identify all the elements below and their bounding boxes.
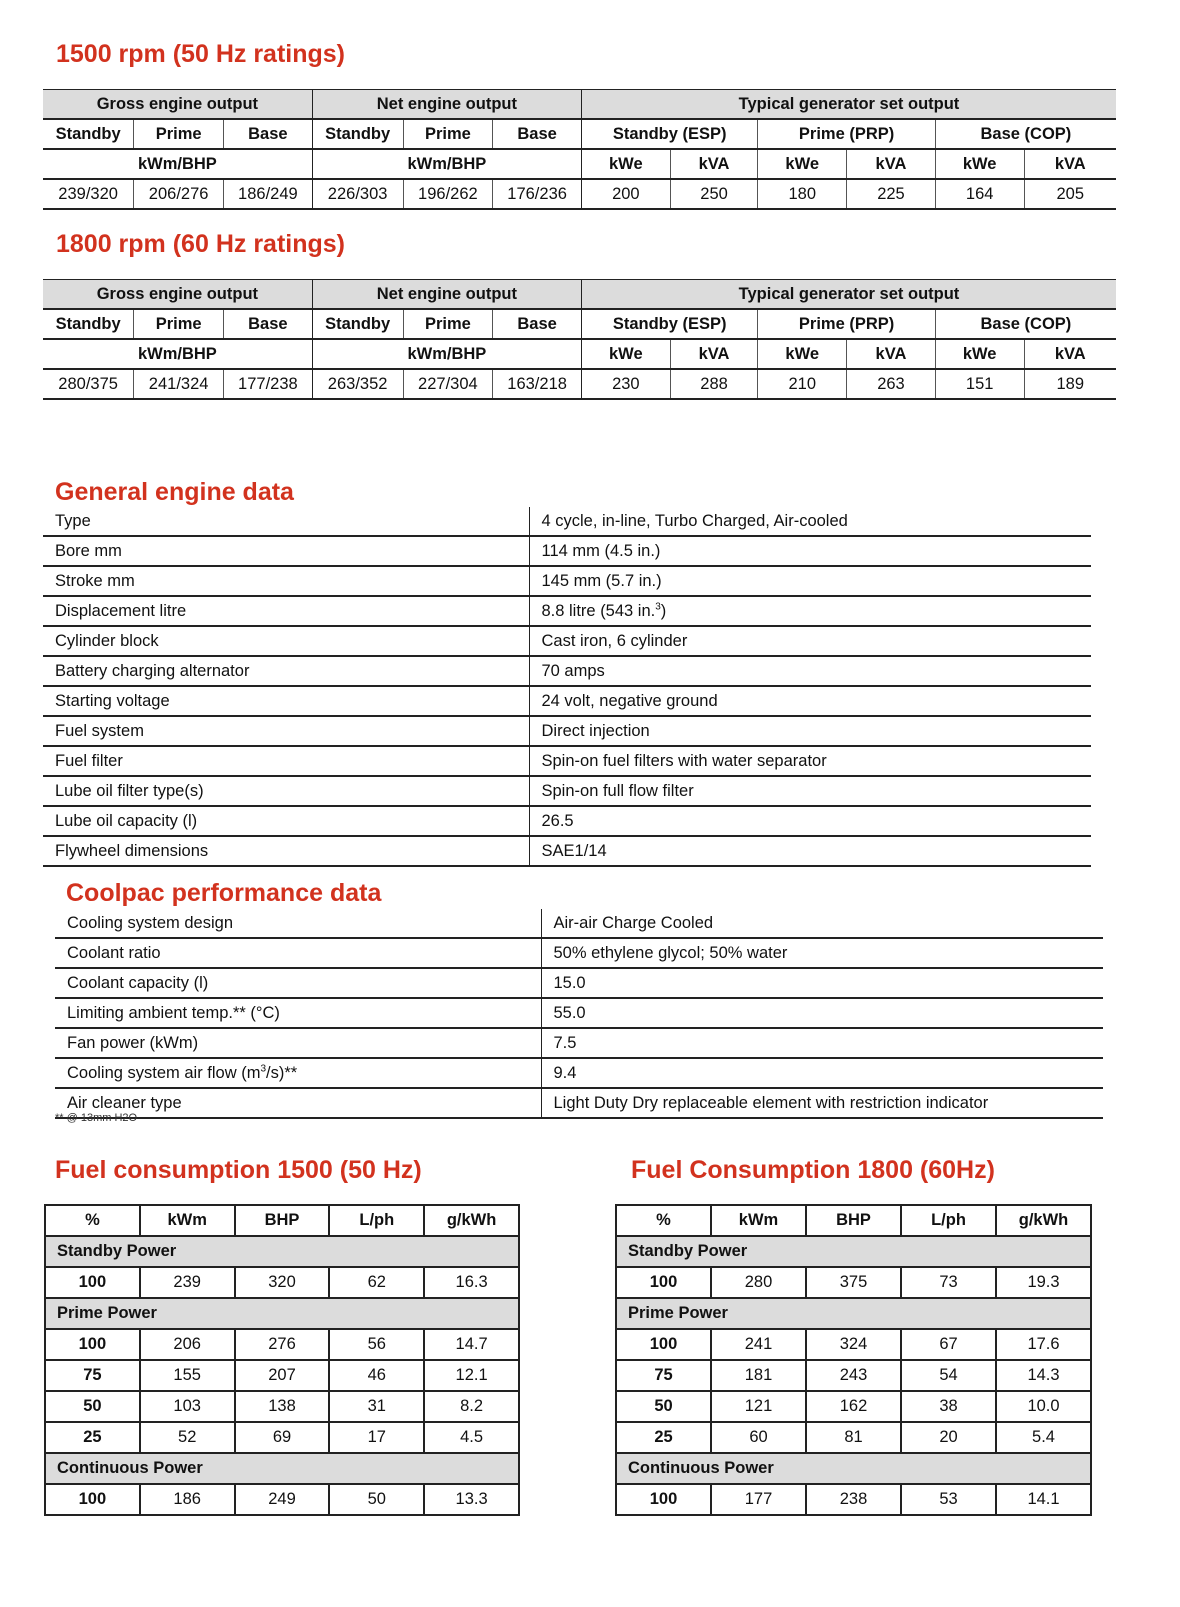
value-cell: 263/352 [312, 369, 403, 399]
section-label: Standby Power [45, 1236, 519, 1267]
fuel-header-row [45, 1205, 519, 1236]
value-cell: 4.5 [424, 1422, 519, 1453]
value-cell: 263 [847, 369, 936, 399]
value-cell: 151 [935, 369, 1024, 399]
spec-value: 9.4 [541, 1058, 1103, 1088]
load-percent-cell: 75 [616, 1360, 711, 1391]
value-cell: 280 [711, 1267, 806, 1298]
value-cell: 67 [901, 1329, 996, 1360]
coolpac-title: Coolpac performance data [66, 879, 382, 907]
column-header: g/kWh [424, 1205, 519, 1236]
value-cell: 181 [711, 1360, 806, 1391]
value-cell: 226/303 [312, 179, 403, 209]
group-net: Net engine output [312, 90, 581, 120]
section-label: Continuous Power [616, 1453, 1091, 1484]
spec-label: Cooling system design [55, 909, 541, 938]
value-cell: 164 [935, 179, 1024, 209]
value-cell: 46 [329, 1360, 424, 1391]
spec-row [55, 998, 1103, 1028]
unit-kwe: kWe [758, 339, 847, 369]
fuel1800-table [615, 1204, 1092, 1516]
value-cell: 239/320 [43, 179, 134, 209]
value-cell: 225 [847, 179, 936, 209]
spec-row [43, 626, 1091, 656]
column-header: BHP [235, 1205, 330, 1236]
unit-kwe: kWe [758, 149, 847, 179]
group-generator: Typical generator set output [581, 280, 1116, 310]
col-gross-standby: Standby [43, 119, 134, 149]
value-cell: 186 [140, 1484, 235, 1515]
table-row [45, 1391, 519, 1422]
table-row [45, 1360, 519, 1391]
value-cell: 38 [901, 1391, 996, 1422]
section-label: Prime Power [45, 1298, 519, 1329]
spec-row [43, 536, 1091, 566]
spec-label: Flywheel dimensions [43, 836, 529, 866]
value-cell: 241 [711, 1329, 806, 1360]
load-percent-cell: 50 [616, 1391, 711, 1422]
group-generator: Typical generator set output [581, 90, 1116, 120]
spec-value: 4 cycle, in-line, Turbo Charged, Air-cooled [529, 507, 1091, 536]
unit-gross: kWm/BHP [43, 339, 312, 369]
load-percent-cell: 100 [616, 1329, 711, 1360]
column-header: g/kWh [996, 1205, 1091, 1236]
unit-kwe: kWe [935, 339, 1024, 369]
unit-kwe: kWe [935, 149, 1024, 179]
value-cell: 205 [1024, 179, 1116, 209]
spec-label: Fan power (kWm) [55, 1028, 541, 1058]
col-gross-prime: Prime [134, 309, 224, 339]
unit-kva: kVA [670, 339, 758, 369]
value-cell: 14.7 [424, 1329, 519, 1360]
unit-kwe: kWe [581, 149, 670, 179]
value-cell: 13.3 [424, 1484, 519, 1515]
value-cell: 50 [329, 1484, 424, 1515]
unit-kva: kVA [847, 149, 936, 179]
fuel1800-title: Fuel Consumption 1800 (60Hz) [631, 1156, 995, 1184]
value-cell: 81 [806, 1422, 901, 1453]
spec-row [43, 836, 1091, 866]
column-header: % [616, 1205, 711, 1236]
unit-kva: kVA [1024, 339, 1116, 369]
value-cell: 10.0 [996, 1391, 1091, 1422]
section-row [616, 1453, 1091, 1484]
section-row [45, 1453, 519, 1484]
value-cell: 280/375 [43, 369, 134, 399]
value-cell: 62 [329, 1267, 424, 1298]
unit-gross: kWm/BHP [43, 149, 312, 179]
section-row [45, 1298, 519, 1329]
general-table [43, 507, 1091, 867]
col-gross-base: Base [224, 309, 313, 339]
value-cell: 186/249 [224, 179, 313, 209]
value-cell: 73 [901, 1267, 996, 1298]
spec-label: Bore mm [43, 536, 529, 566]
spec-label: Stroke mm [43, 566, 529, 596]
spec-value: 15.0 [541, 968, 1103, 998]
spec-label: Type [43, 507, 529, 536]
value-cell: 230 [581, 369, 670, 399]
spec-row [43, 656, 1091, 686]
col-gen-prime: Prime (PRP) [758, 119, 935, 149]
unit-net: kWm/BHP [312, 149, 581, 179]
load-percent-cell: 25 [45, 1422, 140, 1453]
section-label: Standby Power [616, 1236, 1091, 1267]
load-percent-cell: 50 [45, 1391, 140, 1422]
value-cell: 17.6 [996, 1329, 1091, 1360]
value-cell: 189 [1024, 369, 1116, 399]
value-cell: 227/304 [403, 369, 493, 399]
col-gen-base: Base (COP) [935, 119, 1116, 149]
value-cell: 19.3 [996, 1267, 1091, 1298]
value-cell: 163/218 [493, 369, 582, 399]
value-cell: 177 [711, 1484, 806, 1515]
unit-kwe: kWe [581, 339, 670, 369]
value-cell: 241/324 [134, 369, 224, 399]
spec-row [43, 566, 1091, 596]
rpm1800-table [43, 279, 1116, 400]
spec-label: Starting voltage [43, 686, 529, 716]
spec-row [55, 968, 1103, 998]
table-row [616, 1360, 1091, 1391]
spec-row [43, 507, 1091, 536]
spec-row [43, 716, 1091, 746]
spec-label: Lube oil capacity (l) [43, 806, 529, 836]
value-cell: 52 [140, 1422, 235, 1453]
fuel1500-title: Fuel consumption 1500 (50 Hz) [55, 1156, 422, 1184]
value-cell: 288 [670, 369, 758, 399]
value-cell: 162 [806, 1391, 901, 1422]
value-cell: 180 [758, 179, 847, 209]
value-cell: 121 [711, 1391, 806, 1422]
col-net-prime: Prime [403, 309, 493, 339]
value-cell: 31 [329, 1391, 424, 1422]
value-cell: 12.1 [424, 1360, 519, 1391]
spec-value: 50% ethylene glycol; 50% water [541, 938, 1103, 968]
value-cell: 206/276 [134, 179, 224, 209]
spec-value: 24 volt, negative ground [529, 686, 1091, 716]
spec-value: SAE1/14 [529, 836, 1091, 866]
unit-kva: kVA [1024, 149, 1116, 179]
value-cell: 250 [670, 179, 758, 209]
rpm1800-title: 1800 rpm (60 Hz ratings) [56, 230, 345, 258]
load-percent-cell: 75 [45, 1360, 140, 1391]
coolpac-table [55, 909, 1103, 1119]
spec-row [43, 596, 1091, 626]
spec-label: Coolant ratio [55, 938, 541, 968]
spec-label: Air cleaner type [55, 1088, 541, 1118]
spec-label: Limiting ambient temp.** (°C) [55, 998, 541, 1028]
table-row [616, 1267, 1091, 1298]
table-row [616, 1484, 1091, 1515]
spec-row [55, 938, 1103, 968]
col-net-base: Base [493, 309, 582, 339]
spec-label: Fuel system [43, 716, 529, 746]
col-net-standby: Standby [312, 119, 403, 149]
unit-kva: kVA [847, 339, 936, 369]
col-gross-prime: Prime [134, 119, 224, 149]
fuel-header-row [616, 1205, 1091, 1236]
unit-kva: kVA [670, 149, 758, 179]
column-header: % [45, 1205, 140, 1236]
spec-value: Direct injection [529, 716, 1091, 746]
value-cell: 276 [235, 1329, 330, 1360]
value-cell: 17 [329, 1422, 424, 1453]
value-cell: 320 [235, 1267, 330, 1298]
spec-value: 7.5 [541, 1028, 1103, 1058]
spec-row [43, 776, 1091, 806]
fuel1500-table [44, 1204, 520, 1516]
spec-label: Fuel filter [43, 746, 529, 776]
col-net-base: Base [493, 119, 582, 149]
spec-value: 8.8 litre (543 in.$^3$) [529, 596, 1091, 626]
table-row [45, 1329, 519, 1360]
col-gen-standby: Standby (ESP) [581, 119, 757, 149]
group-gross: Gross engine output [43, 90, 312, 120]
value-cell: 16.3 [424, 1267, 519, 1298]
spec-label: Coolant capacity (l) [55, 968, 541, 998]
value-cell: 249 [235, 1484, 330, 1515]
spec-row [55, 1028, 1103, 1058]
value-cell: 14.3 [996, 1360, 1091, 1391]
spec-value: Cast iron, 6 cylinder [529, 626, 1091, 656]
spec-value: Spin-on full flow filter [529, 776, 1091, 806]
spec-label: Battery charging alternator [43, 656, 529, 686]
value-cell: 239 [140, 1267, 235, 1298]
spec-label: Displacement litre [43, 596, 529, 626]
col-gross-standby: Standby [43, 309, 134, 339]
value-cell: 210 [758, 369, 847, 399]
col-net-prime: Prime [403, 119, 493, 149]
value-cell: 5.4 [996, 1422, 1091, 1453]
load-percent-cell: 100 [45, 1267, 140, 1298]
spec-value: 145 mm (5.7 in.) [529, 566, 1091, 596]
value-cell: 20 [901, 1422, 996, 1453]
column-header: kWm [140, 1205, 235, 1236]
footnote: ** @ 13mm H2O [55, 1112, 138, 1124]
general-title: General engine data [55, 478, 294, 506]
spec-row [43, 746, 1091, 776]
table-row [616, 1422, 1091, 1453]
spec-value: 26.5 [529, 806, 1091, 836]
load-percent-cell: 100 [45, 1484, 140, 1515]
section-row [616, 1236, 1091, 1267]
rpm1500-title: 1500 rpm (50 Hz ratings) [56, 40, 345, 68]
spec-row [55, 1058, 1103, 1088]
value-cell: 196/262 [403, 179, 493, 209]
value-cell: 8.2 [424, 1391, 519, 1422]
spec-label: Cooling system air flow $(m^3/s)**$ [55, 1058, 541, 1088]
value-cell: 238 [806, 1484, 901, 1515]
value-cell: 375 [806, 1267, 901, 1298]
section-row [45, 1236, 519, 1267]
col-net-standby: Standby [312, 309, 403, 339]
col-gen-base: Base (COP) [935, 309, 1116, 339]
value-cell: 176/236 [493, 179, 582, 209]
spec-value: 55.0 [541, 998, 1103, 1028]
group-net: Net engine output [312, 280, 581, 310]
table-row [45, 1484, 519, 1515]
table-row [616, 1329, 1091, 1360]
spec-row [43, 686, 1091, 716]
value-cell: 200 [581, 179, 670, 209]
spec-label: Lube oil filter type(s) [43, 776, 529, 806]
col-gross-base: Base [224, 119, 313, 149]
value-cell: 69 [235, 1422, 330, 1453]
spec-value: Air-air Charge Cooled [541, 909, 1103, 938]
table-row [45, 1267, 519, 1298]
unit-net: kWm/BHP [312, 339, 581, 369]
spec-row [55, 1088, 1103, 1118]
value-cell: 324 [806, 1329, 901, 1360]
value-cell: 207 [235, 1360, 330, 1391]
value-cell: 60 [711, 1422, 806, 1453]
column-header: L/ph [901, 1205, 996, 1236]
load-percent-cell: 100 [616, 1484, 711, 1515]
spec-value: Spin-on fuel filters with water separator [529, 746, 1091, 776]
spec-row [55, 909, 1103, 938]
spec-value: 70 amps [529, 656, 1091, 686]
load-percent-cell: 25 [616, 1422, 711, 1453]
column-header: BHP [806, 1205, 901, 1236]
value-cell: 14.1 [996, 1484, 1091, 1515]
column-header: L/ph [329, 1205, 424, 1236]
table-row [616, 1391, 1091, 1422]
value-cell: 56 [329, 1329, 424, 1360]
spec-value: 114 mm (4.5 in.) [529, 536, 1091, 566]
load-percent-cell: 100 [616, 1267, 711, 1298]
spec-label: Cylinder block [43, 626, 529, 656]
value-cell: 177/238 [224, 369, 313, 399]
group-gross: Gross engine output [43, 280, 312, 310]
col-gen-standby: Standby (ESP) [581, 309, 757, 339]
value-cell: 206 [140, 1329, 235, 1360]
value-cell: 138 [235, 1391, 330, 1422]
spec-row [43, 806, 1091, 836]
section-label: Continuous Power [45, 1453, 519, 1484]
table-row [45, 1422, 519, 1453]
column-header: kWm [711, 1205, 806, 1236]
value-cell: 53 [901, 1484, 996, 1515]
section-label: Prime Power [616, 1298, 1091, 1329]
spec-value: Light Duty Dry replaceable element with restriction indicator [541, 1088, 1103, 1118]
value-cell: 103 [140, 1391, 235, 1422]
load-percent-cell: 100 [45, 1329, 140, 1360]
value-cell: 243 [806, 1360, 901, 1391]
rpm1500-table [43, 89, 1116, 210]
value-cell: 54 [901, 1360, 996, 1391]
value-cell: 155 [140, 1360, 235, 1391]
col-gen-prime: Prime (PRP) [758, 309, 935, 339]
section-row [616, 1298, 1091, 1329]
